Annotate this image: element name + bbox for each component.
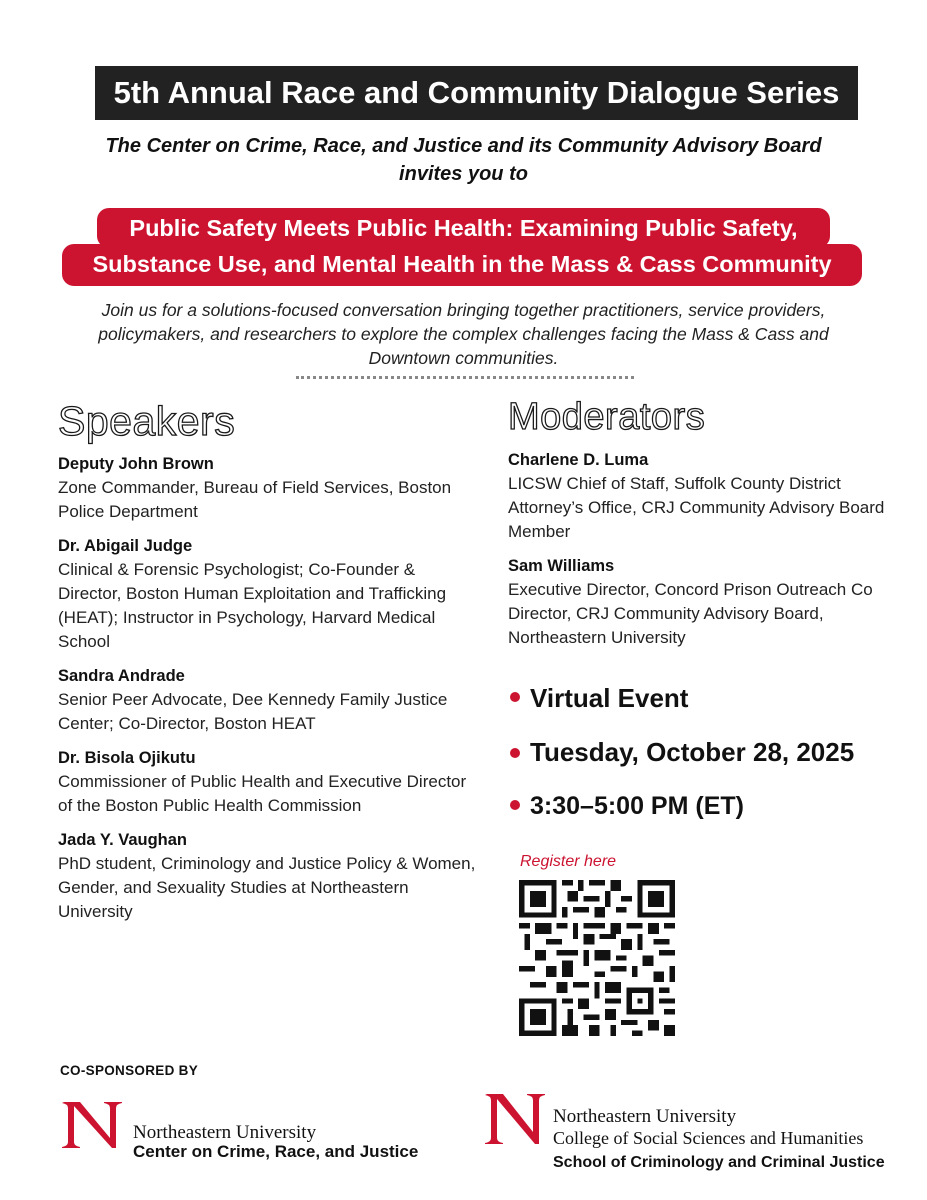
bullet-icon [510,800,520,810]
northeastern-n-logo-icon [483,1092,549,1146]
moderators-list [508,448,908,660]
sponsor-left-center: Center on Crime, Race, and Justice [133,1142,419,1161]
speaker-role: Senior Peer Advocate, Dee Kennedy Family Justice Center; Co-Director, Boston HEAT [58,690,448,733]
qr-code-icon[interactable] [519,880,675,1036]
series-title: 5th Annual Race and Community Dialogue Series [95,66,858,120]
register-link[interactable]: Register here [520,853,617,870]
sponsor-logo-sccj [483,1092,913,1176]
speaker-name: Deputy John Brown [58,455,214,473]
moderator-item [508,448,908,544]
moderator-name: Charlene D. Luma [508,451,649,469]
moderator-role: LICSW Chief of Staff, Suffolk County District Attorney’s Office, CRJ Community Advisory Board Member [508,474,885,541]
speaker-item [58,534,478,654]
event-date-text: Tuesday, October 28, 2025 [530,737,855,767]
bullet-icon [510,692,520,702]
sponsor-logo-crj [60,1100,440,1170]
bullet-icon [510,748,520,758]
event-title-line-2: Substance Use, and Mental Health in the Mass & Cass Community [62,244,862,286]
event-details [508,680,908,824]
speaker-item [58,452,478,524]
speaker-role: Clinical & Forensic Psychologist; Co-Founder & Director, Boston Human Exploitation and Trafficking (HEAT); Instructor in Psychology, Harvard Medical School [58,560,447,651]
event-format [508,680,908,716]
event-format-text: Virtual Event [530,683,689,713]
sponsor-right-school: School of Criminology and Criminal Justice [553,1154,885,1171]
speaker-item [58,664,478,736]
speaker-name: Jada Y. Vaughan [58,831,188,849]
divider [296,376,634,379]
speaker-item [58,746,478,818]
speakers-heading: Speakers [58,398,236,444]
sponsor-left-university: Northeastern University [133,1122,317,1143]
speaker-role: PhD student, Criminology and Justice Policy & Women, Gender, and Sexuality Studies at Northeastern University [58,854,476,921]
moderators-heading: Moderators [508,396,706,438]
speakers-list [58,452,478,934]
invite-text: The Center on Crime, Race, and Justice and its Community Advisory Board invites you to [105,135,822,185]
speaker-name: Sandra Andrade [58,667,185,685]
cosponsored-label: CO-SPONSORED BY [60,1063,199,1078]
event-title-line-1: Public Safety Meets Public Health: Examining Public Safety, [97,208,830,248]
event-description: Join us for a solutions-focused conversation bringing together practitioners, service providers, policymakers, and researchers to explore the complex challenges facing the Mass & Cass and Downtown communities. [98,300,829,368]
sponsor-right-college: College of Social Sciences and Humanities [553,1128,864,1148]
event-time [508,788,908,824]
moderator-role: Executive Director, Concord Prison Outreach Co Director, CRJ Community Advisory Board, Northeastern University [508,580,873,647]
event-date [508,734,908,770]
sponsor-right-university: Northeastern University [553,1106,737,1127]
northeastern-n-logo-icon [60,1100,126,1150]
speaker-name: Dr. Abigail Judge [58,537,193,555]
moderator-item [508,554,908,650]
moderator-name: Sam Williams [508,557,615,575]
event-time-text: 3:30–5:00 PM (ET) [530,792,744,820]
speaker-item [58,828,478,924]
speaker-name: Dr. Bisola Ojikutu [58,749,196,767]
speaker-role: Commissioner of Public Health and Executive Director of the Boston Public Health Commission [58,772,467,815]
speaker-role: Zone Commander, Bureau of Field Services, Boston Police Department [58,478,452,521]
